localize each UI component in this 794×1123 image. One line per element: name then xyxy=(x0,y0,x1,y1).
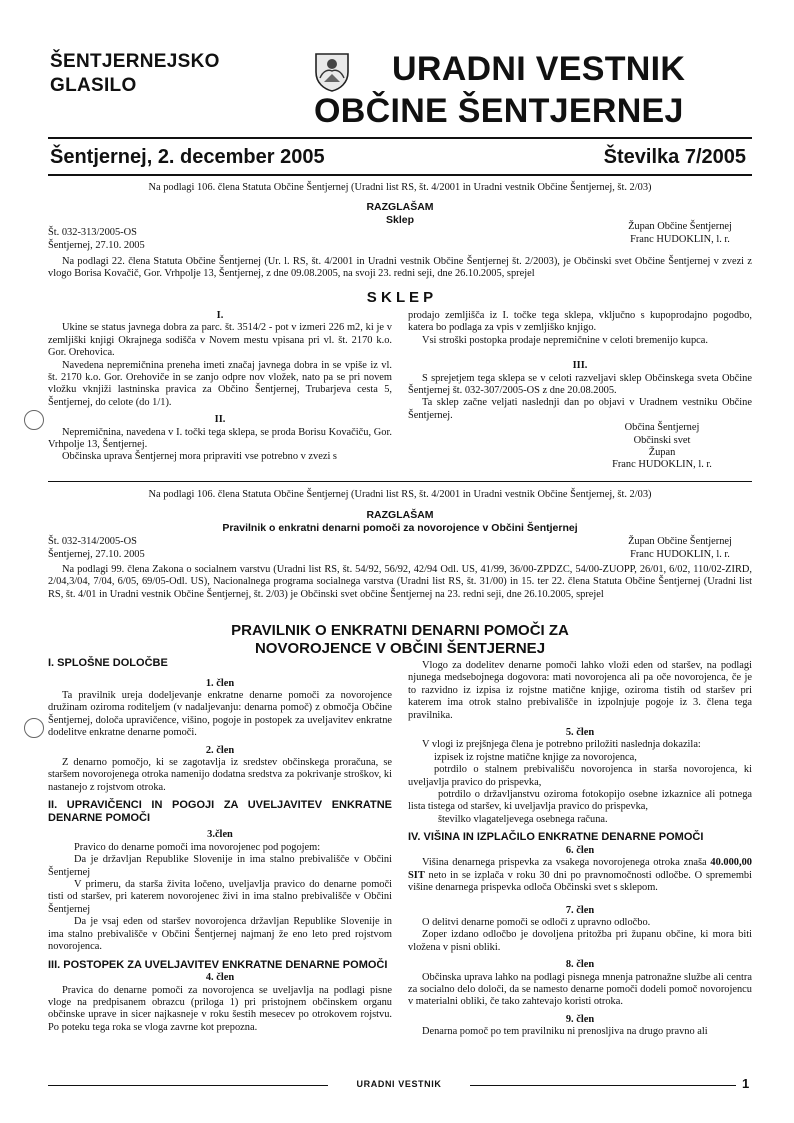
doc2-clause-5-title: 5. člen xyxy=(565,727,595,739)
doc1-section-2-text-3: Vsi stroški postopka prodaje nepremičnine v celoti bremenijo kupca. xyxy=(422,334,708,346)
masthead-left-line1: ŠENTJERNEJSKO xyxy=(50,51,220,72)
doc2-clause-5-text: V vlogi iz prejšnjega člena je potrebno priložiti naslednja dokazila: xyxy=(422,739,701,751)
doc2-ref-place-date: Šentjernej, 27.10. 2005 xyxy=(48,549,145,560)
doc1-section-2-text-1: Nepremičnina, navedena v I. točki tega sklepa, se proda Borisu Kovačiču, Gor. Vrhpolje 13, Šentjernej. xyxy=(48,426,392,451)
doc2-clause-4-text-2: Vlogo za dodelitev denarne pomoči lahko vloži eden od staršev, na podlagi njunega medsebojnega dogovora: mati novorojenca ali pa oče novorojenca, če je to razvidno iz izpisa iz rojstne matične knjige, oziroma tistih od staršev pri katerem ima otrok stalno prebivališče in izpolnjuje pogoje iz 3. člena tega pravilnika. xyxy=(408,660,752,721)
doc2-clause-6-text-a: Višina denarnega prispevka za vsakega novorojenega otroka znaša xyxy=(422,857,707,869)
footer-label: URADNI VESTNIK xyxy=(356,1079,442,1089)
doc2-clause-6-title: 6. člen xyxy=(565,844,595,856)
doc2-intro: Na podlagi 106. člena Statuta Občine Šentjernej (Uradni list RS, št. 4/2001 in Uradni vestnik Občine Šentjernej, št. 2/03) xyxy=(148,489,652,500)
doc2-clause-6-text-b: neto in se izplača v roku 30 dni po pravnomočnosti odločbe. O spremembi višine denarnega prispevka odloča Občinski svet s sklepom. xyxy=(408,869,752,894)
doc-separator xyxy=(48,481,752,482)
doc2-clause-3-text-3: V primeru, da starša živita ločeno, uveljavlja pravico do denarne pomoči tisti od staršev, pri katerem novorojenec živi in ima stalno prebivališče v Občini Šentjernej xyxy=(48,879,392,915)
doc1-preamble: Na podlagi 22. člena Statuta Občine Šentjernej (Ur. l. RS, št. 4/2001 in Uradni vestnik Občine Šentjernej št. 2/2003), je Občinski svet Občine Šentjernej v zvezi z vlogo Borisa Kovačič, Gor. Vrhpolje 13, Šentjernej, z dne 09.08.2005, na svoji 23. redni seji, dne 26.10.2005, sprejel xyxy=(48,256,752,280)
doc2-clause-5-item-2: potrdilo o stalnem prebivališču novorojenca in starša novorojenca, ki uveljavlja pravico do prispevka, xyxy=(408,764,752,788)
doc2-clause-2-text: Z denarno pomočjo, ki se zagotavlja iz sredstev občinskega proračuna, se staršem novorojenega otroka namenijo dodatna sredstva za pokrivanje stroškov, ki nastanejo z rojstvom otroka. xyxy=(48,757,392,793)
doc1-signature-line-1: Občina Šentjernej xyxy=(624,422,700,434)
doc2-clause-5-item-1: izpisek iz rojstne matične knjige za novorojenca, xyxy=(434,751,637,763)
footer-rule-left xyxy=(48,1085,328,1086)
doc1-signature-line-3: Župan xyxy=(648,447,676,459)
doc1-signature-block xyxy=(408,422,752,472)
doc2-clause-3-text-1: Pravico do denarne pomoči ima novorojenec pod pogojem: xyxy=(74,841,321,853)
doc1-section-2-text-2a: Občinska uprava Šentjernej mora pripraviti vse potrebno v zvezi s xyxy=(62,451,337,463)
doc2-clause-2-title: 2. člen xyxy=(205,744,235,756)
doc2-razglasam: RAZGLAŠAM xyxy=(366,509,434,521)
doc2-clause-1-text: Ta pravilnik ureja dodeljevanje enkratne denarne pomoči za novorojence družinam oziroma roditeljem (v nadaljevanju: denarna pomoč) z območja Občine Šentjernej, določa upravičence, višino, pogoje in postopek za uveljavitev enkratne dodelitve enkratne denarne pomoči. xyxy=(48,690,392,739)
issue-date: Šentjernej, 2. december 2005 xyxy=(50,146,325,168)
doc2-preamble: Na podlagi 99. člena Zakona o socialnem varstvu (Uradni list RS, št. 54/92, 56/92, 42/94 Odl. US, 41/99, 36/00-ZPDZC, 54/00-ZUOPP, 26/01, 6/02, 110/02-ZIRD, 2/04,3/04, 7/04, 6/05, 69/05-Odl. US), Nacionalnega programa socialnega varstva (Uradni list RS, št. 31/00) in 15. ter 22. člena Statuta Občine Šentjernej (Uradni list RS, št. 4/01 in Uradni vestnik Občine Šentjernej, št. 2/03) je Občinski svet občine Šentjernej na 23. redni seji, dne 26.10.2005, sprejel xyxy=(48,564,752,600)
doc2-clause-3-title: 3.člen xyxy=(207,829,233,841)
masthead-rule-bottom xyxy=(48,174,752,176)
doc2-clause-8-text: Občinska uprava lahko na podlagi pisnega mnenja patronažne službe ali centra za socialno delo določi, da se namesto denarne pomoči dodeli pomoč novorojencu v materialni obliki, če tako zahtevajo koristi otroka. xyxy=(408,971,752,1008)
masthead-rule-top xyxy=(48,137,752,139)
footer-rule-right xyxy=(470,1085,736,1086)
doc2-section-4-heading: IV. VIŠINA IN IZPLAČILO ENKRATNE DENARNE POMOČI xyxy=(408,831,704,844)
doc2-clause-1-title: 1. člen xyxy=(205,677,235,689)
doc2-clause-3-text-4: Da je vsaj eden od staršev novorojenca državljan Republike Slovenije in ima stalno prebivališče v Občini Šentjernej najmanj že eno leto pred rojstvom novorojenca. xyxy=(48,916,392,953)
doc1-heading: S K L E P xyxy=(366,289,434,306)
doc2-clause-5-item-4: številko vlagateljevega osebnega računa. xyxy=(438,813,608,825)
doc2-clause-7-title: 7. člen xyxy=(565,904,595,916)
doc1-ref-place-date: Šentjernej, 27.10. 2005 xyxy=(48,240,145,251)
doc1-right-column xyxy=(408,310,752,472)
doc2-right-column xyxy=(408,660,752,1039)
doc2-section-3-heading: III. POSTOPEK ZA UVELJAVITEV ENKRATNE DENARNE POMOČI xyxy=(48,958,388,971)
doc2-clause-5-item-3: potrdilo o državljanstvu oziroma fotokopijo osebne izkaznice ali potnega lista tistega od staršev, ki uveljavlja pravico do prispevka, xyxy=(408,789,752,813)
doc2-mayor-title: Župan Občine Šentjernej xyxy=(628,536,732,547)
doc1-section-1-text-1: Ukine se status javnega dobra za parc. št. 3514/2 - pot v izmeri 226 m2, ki je v zemljiški knjigi Okrajnega sodišča v Novem mestu vpisana pri vl. št. 2170 k.o. Gor. Orehovica. xyxy=(48,322,392,359)
page-number: 1 xyxy=(742,1076,750,1091)
punch-hole-mark xyxy=(24,718,44,738)
doc1-section-3-text-1: S sprejetjem tega sklepa se v celoti razveljavi sklep Občinskega sveta Občine Šentjernej št. 032-307/2005-OS z dne 20.08.2005. xyxy=(408,372,752,397)
masthead-left-line2: GLASILO xyxy=(50,75,137,96)
doc2-mayor-name: Franc HUDOKLIN, l. r. xyxy=(630,549,730,560)
punch-hole-mark xyxy=(24,410,44,430)
doc1-section-2-text-2b: prodajo zemljišča iz I. točke tega sklepa, vključno s kupoprodajno pogodbo, katera bo podlaga za vpis v zemljiško knjigo. xyxy=(408,310,752,334)
doc2-clause-3-text-2: Da je državljan Republike Slovenije in ima stalno prebivališče v Občini Šentjernej xyxy=(48,854,392,878)
doc2-clause-4-text: Pravica do denarne pomoči za novorojenca se uveljavlja na podlagi pisne vloge na predpisanem obrazcu (priloga 1) pri pristojnem občinskem organu občinske uprave in sicer najkasneje v roku šestih mesecev po otrokovem rojstvu. Po poteku tega roka se vloga zavrne kot prepozna. xyxy=(48,984,392,1033)
doc1-mayor-name: Franc HUDOKLIN, l. r. xyxy=(630,234,730,245)
doc1-section-3-text-2: Ta sklep začne veljati naslednji dan po objavi v Uradnem vestniku Občine Šentjernej. xyxy=(408,397,752,421)
doc1-razglasam: RAZGLAŠAM xyxy=(366,201,434,213)
doc2-left-column xyxy=(48,657,392,1034)
coat-of-arms-icon xyxy=(314,52,350,92)
doc1-left-column xyxy=(48,310,392,464)
doc2-title-line-2: NOVOROJENCE V OBČINI ŠENTJERNEJ xyxy=(254,640,546,657)
doc2-clause-7-text-1: O delitvi denarne pomoči se odloči z upravno odločbo. xyxy=(422,916,651,928)
doc1-section-1-text-2: Navedena nepremičnina preneha imeti značaj javnega dobra in se vpiše iz vl. št. 2170 k.o. Gor. Orehoviče in se zanjo odpre nov vložek, nato pa se pri novem vložku vknjiži lastninska pravica za Občino Šentjernej, Trubarjeva cesta 5, Šentjernej, do celote (do 1/1). xyxy=(48,359,392,408)
doc1-section-3-number: III. xyxy=(572,360,588,372)
doc2-clause-6-text xyxy=(408,857,752,894)
doc1-ref-number: Št. 032-313/2005-OS xyxy=(48,227,137,238)
doc1-mayor-title: Župan Občine Šentjernej xyxy=(628,221,732,232)
doc2-clause-7-text-2: Zoper izdano odločbo je dovoljena pritožba pri županu občine, ki mora biti vložena v pisni obliki. xyxy=(408,929,752,953)
doc2-section-2-heading: II. UPRAVIČENCI IN POGOJI ZA UVELJAVITEV ENKRATNE DENARNE POMOČI xyxy=(48,799,392,824)
issue-number: Številka 7/2005 xyxy=(603,146,746,168)
doc2-ref-number: Št. 032-314/2005-OS xyxy=(48,536,137,547)
doc1-signature-inner xyxy=(572,422,752,472)
doc2-subject: Pravilnik o enkratni denarni pomoči za novorojence v Občini Šentjernej xyxy=(222,522,578,534)
doc2-title-line-1: PRAVILNIK O ENKRATNI DENARNI POMOČI ZA xyxy=(231,622,569,639)
doc1-intro: Na podlagi 106. člena Statuta Občine Šentjernej (Uradni list RS, št. 4/2001 in Uradni vestnik Občine Šentjernej, št. 2/03) xyxy=(148,182,652,193)
doc2-clause-9-title: 9. člen xyxy=(565,1013,595,1025)
doc2-clause-8-title: 8. člen xyxy=(565,959,595,971)
doc2-clause-9-text: Denarna pomoč po tem pravilniku ni prenosljiva na drugo pravno ali xyxy=(422,1026,708,1038)
doc1-section-2-number: II. xyxy=(214,414,226,426)
doc2-clause-4-title: 4. člen xyxy=(205,972,235,984)
masthead-title-line2: OBČINE ŠENTJERNEJ xyxy=(314,92,684,130)
doc2-clause-6-amount: 40.000,00 SIT xyxy=(408,857,752,881)
doc2-section-1-heading: I. SPLOŠNE DOLOČBE xyxy=(48,657,168,669)
doc1-signature-line-2: Občinski svet xyxy=(633,434,691,446)
doc1-subject: Sklep xyxy=(385,214,414,226)
masthead-title-line1: URADNI VESTNIK xyxy=(392,50,686,88)
doc1-section-1-number: I. xyxy=(216,310,224,321)
doc1-signature-line-4: Franc HUDOKLIN, l. r. xyxy=(612,459,712,471)
